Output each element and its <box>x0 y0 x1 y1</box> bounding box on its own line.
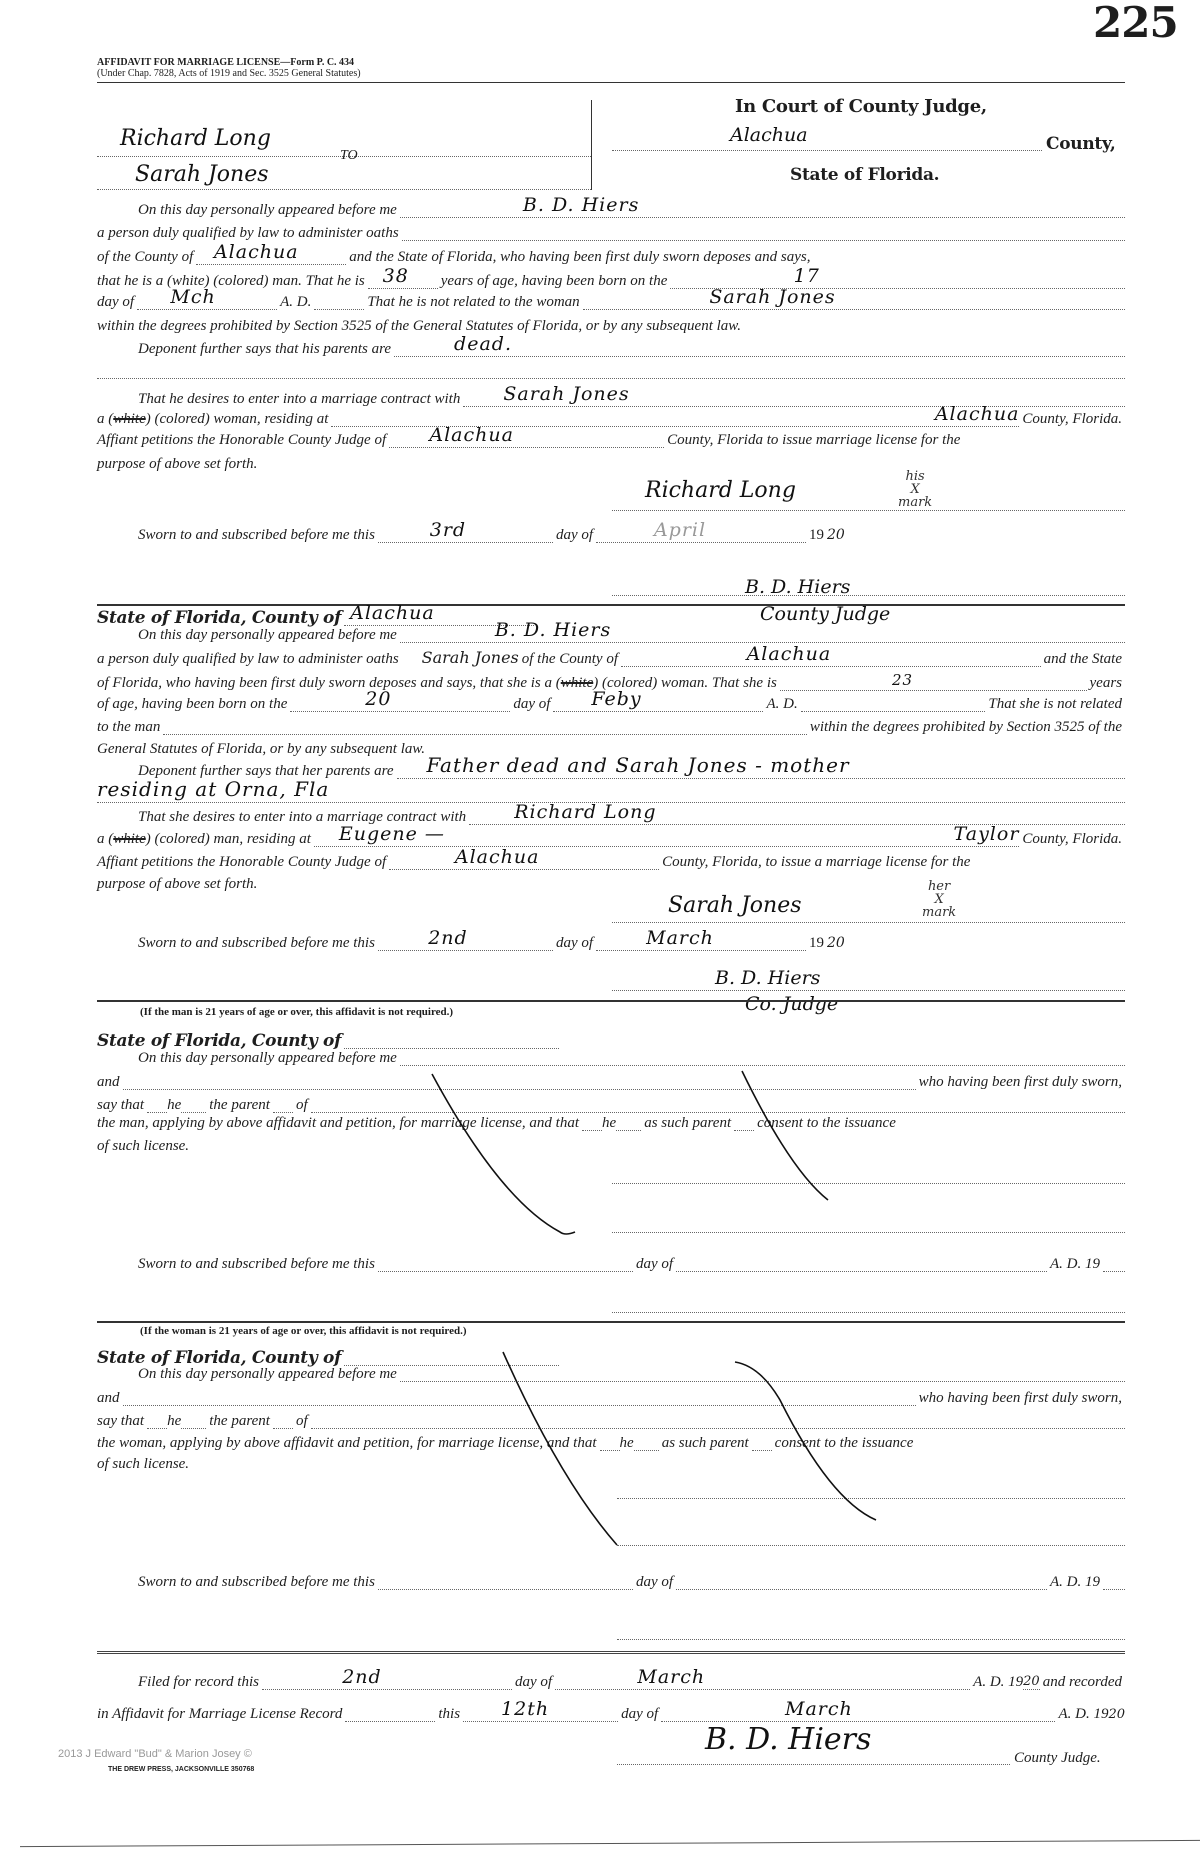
officer-value: B. D. Hiers <box>494 619 612 641</box>
judge-county-value: Alachua <box>454 846 540 868</box>
section-heading: State of Florida, County of <box>97 1031 342 1051</box>
label: consent to the issuance <box>757 1115 896 1131</box>
crossout-stroke <box>742 1071 828 1200</box>
label: A. D. 19 <box>1050 1574 1100 1590</box>
label: That he desires to enter into a marriage contract with <box>138 391 461 407</box>
label: Sworn to and subscribed before me this <box>138 527 375 543</box>
sworn-year-value: 20 <box>827 935 845 951</box>
label: to the man <box>97 719 161 735</box>
woman-judge-title: Co. Judge <box>745 993 839 1015</box>
label: A. D. <box>766 696 798 712</box>
label: Sworn to and subscribed before me this <box>138 1256 375 1272</box>
court-county-value: Alachua <box>730 124 808 146</box>
woman-value: Sarah Jones <box>709 286 836 308</box>
label: A. D. 19 <box>1050 1256 1100 1272</box>
age-value: 38 <box>382 265 409 287</box>
residing-value: Eugene — <box>338 823 445 845</box>
birth-month-value: Mch <box>170 286 216 308</box>
label: 19 <box>809 935 825 951</box>
form-subtitle: (Under Chap. 7828, Acts of 1919 and Sec. 3525 General Statutes) <box>97 68 361 79</box>
label: County, Florida to issue marriage license for the <box>667 432 961 448</box>
label: as such parent <box>644 1115 732 1131</box>
filed-month-value: March <box>637 1666 706 1688</box>
label: a ( <box>97 831 114 847</box>
label: the woman, applying by above affidavit and petition, for marriage license, and that <box>97 1435 597 1451</box>
label: this <box>438 1706 461 1722</box>
birth-day-value: 20 <box>365 688 392 710</box>
label: of <box>295 1413 308 1429</box>
parents-value-2: residing at Orna, Fla <box>97 777 330 801</box>
label: Affiant petitions the Honorable County Judge of <box>97 854 387 870</box>
sworn-year-value: 20 <box>827 527 845 543</box>
officer-value: B. D. Hiers <box>522 194 640 216</box>
birth-month-value: Feby <box>591 688 642 710</box>
man-mark: his X mark <box>898 469 933 510</box>
groom-name: Richard Long <box>120 126 271 151</box>
label: purpose of above set forth. <box>97 876 258 892</box>
label: Deponent further says that her parents are <box>138 763 394 779</box>
label: General Statutes of Florida, or by any subsequent law. <box>97 741 426 757</box>
label: A. D. <box>280 294 312 310</box>
form-title: AFFIDAVIT FOR MARRIAGE LICENSE—Form P. C. 434 <box>97 57 355 68</box>
label: and <box>97 1390 120 1406</box>
label: and recorded <box>1042 1674 1122 1690</box>
label: of the County of <box>521 651 619 667</box>
label: day of <box>635 1574 674 1590</box>
label: the parent <box>209 1413 270 1429</box>
label: On this day personally appeared before me <box>138 202 397 218</box>
label: who having been first duly sworn, <box>918 1074 1122 1090</box>
label: the parent <box>209 1097 270 1113</box>
man-judge-title: County Judge <box>760 603 891 625</box>
struck-white: white <box>113 411 146 427</box>
recorded-month-value: March <box>785 1698 853 1720</box>
label: That she desires to enter into a marriage contract with <box>138 809 467 825</box>
filing-judge-signature: B. D. Hiers <box>705 1722 872 1757</box>
label: On this day personally appeared before me <box>138 627 397 643</box>
parents-value: dead. <box>454 333 512 355</box>
sworn-month-value: April <box>653 519 707 541</box>
birth-day-value: 17 <box>793 265 820 287</box>
label: a person duly qualified by law to administer oaths <box>97 651 399 667</box>
recorded-year-value: 20 <box>1108 1707 1125 1722</box>
label: a person duly qualified by law to administer oaths <box>97 225 399 241</box>
consent-woman-note: (If the woman is 21 years of age or over, this affidavit is not required.) <box>140 1325 467 1337</box>
bride-name: Sarah Jones <box>135 162 269 187</box>
label: consent to the issuance <box>774 1435 914 1451</box>
label: ) (colored) woman. That she is <box>593 675 777 691</box>
label: On this day personally appeared before me <box>138 1050 397 1066</box>
copyright: 2013 J Edward "Bud" & Marion Josey © <box>58 1748 252 1760</box>
label: of Florida, who having been first duly sworn deposes and says, that she is a ( <box>97 675 561 691</box>
woman-signature: Sarah Jones <box>668 893 802 918</box>
label: Sworn to and subscribed before me this <box>138 935 375 951</box>
name-value: Sarah Jones <box>421 648 519 667</box>
label: day of <box>555 527 594 543</box>
sworn-day-value: 2nd <box>428 927 468 949</box>
residing-value: Alachua <box>934 403 1020 425</box>
label: say that <box>97 1097 145 1113</box>
label: of the County of <box>97 249 194 265</box>
label: within the degrees prohibited by Section 3525 of the General Statutes of Florida, or by any subsequent law. <box>97 318 741 334</box>
age-value: 23 <box>891 671 914 689</box>
label: the man, applying by above affidavit and petition, for marriage license, and that <box>97 1115 580 1131</box>
label: day of <box>513 696 551 712</box>
crossout-stroke <box>735 1362 876 1520</box>
label: he <box>619 1435 634 1451</box>
section-heading: State of Florida, County of <box>97 1348 342 1368</box>
man-judge-signature: B. D. Hiers <box>745 576 851 598</box>
struck-white: white <box>560 675 594 691</box>
consent-man-note: (If the man is 21 years of age or over, this affidavit is not required.) <box>140 1006 454 1018</box>
label: That he is not related to the woman <box>367 294 580 310</box>
label: Sworn to and subscribed before me this <box>138 1574 375 1590</box>
label: day of <box>555 935 594 951</box>
sworn-month-value: March <box>646 927 714 949</box>
label: he <box>167 1097 182 1113</box>
label: of such license. <box>97 1456 190 1472</box>
label: ) (colored) woman, residing at <box>145 411 329 427</box>
label: a ( <box>97 411 114 427</box>
woman-mark: her X mark <box>922 879 957 920</box>
label: and the State of Florida, who having been first duly sworn deposes and says, <box>349 249 811 265</box>
recorded-day-value: 12th <box>501 1698 550 1720</box>
label: County, Florida. <box>1022 411 1122 427</box>
label: day of <box>621 1706 659 1722</box>
contract-with-value: Sarah Jones <box>503 383 630 405</box>
label: day of <box>635 1256 674 1272</box>
label: County, Florida, to issue a marriage license for the <box>662 854 971 870</box>
label: On this day personally appeared before me <box>138 1366 397 1382</box>
man-signature: Richard Long <box>645 478 796 503</box>
label: 19 <box>809 527 825 543</box>
label: in Affidavit for Marriage License Record <box>97 1706 343 1722</box>
label: That she is not related <box>988 696 1122 712</box>
label: he <box>602 1115 617 1131</box>
sworn-day-value: 3rd <box>429 519 467 541</box>
label: that he is a (white) (colored) man. That he is <box>97 273 365 289</box>
label: Deponent further says that his parents are <box>138 341 392 357</box>
to-label: TO <box>340 148 358 163</box>
label: and <box>97 1074 120 1090</box>
state-heading: State of Florida. <box>790 165 940 185</box>
label: day of <box>97 294 135 310</box>
label: A. D. 19 <box>1058 1706 1109 1722</box>
woman-judge-signature: B. D. Hiers <box>715 967 821 989</box>
crossout-stroke <box>432 1074 575 1234</box>
label: of age, having been born on the <box>97 696 288 712</box>
label: purpose of above set forth. <box>97 456 258 472</box>
label: ) (colored) man, residing at <box>145 831 311 847</box>
label: say that <box>97 1413 145 1429</box>
section-heading: State of Florida, County of <box>97 608 342 628</box>
county-value: Alachua <box>746 643 832 665</box>
filed-year-value: 20 <box>1023 1674 1040 1689</box>
label: County, Florida. <box>1022 831 1122 847</box>
crossout-stroke <box>503 1352 617 1545</box>
label: Affiant petitions the Honorable County Judge of <box>97 432 387 448</box>
judge-county-value: Alachua <box>429 424 514 446</box>
court-heading: In Court of County Judge, <box>735 96 987 117</box>
label: within the degrees prohibited by Section 3525 of the <box>809 719 1122 735</box>
county-value: Alachua <box>213 241 299 263</box>
label: who having been first duly sworn, <box>918 1390 1122 1406</box>
page-number: 225 <box>1093 0 1178 47</box>
label: he <box>167 1413 182 1429</box>
county-heading-value: Alachua <box>350 602 435 624</box>
residing-county-value: Taylor <box>953 823 1020 845</box>
label: day of <box>514 1674 553 1690</box>
label: of <box>295 1097 308 1113</box>
label: as such parent <box>661 1435 749 1451</box>
parents-value: Father dead and Sarah Jones - mother <box>426 753 850 777</box>
struck-white: white <box>113 831 146 847</box>
printer-imprint: THE DREW PRESS, JACKSONVILLE 350768 <box>108 1766 255 1773</box>
filed-day-value: 2nd <box>342 1666 382 1688</box>
contract-with-value: Richard Long <box>514 801 657 823</box>
label: years <box>1089 675 1122 691</box>
label: Filed for record this <box>138 1674 259 1690</box>
label: years of age, having been born on the <box>440 273 668 289</box>
label: A. D. 19 <box>973 1674 1024 1690</box>
label: of such license. <box>97 1138 190 1154</box>
court-county-label: County, <box>1046 134 1116 154</box>
filing-judge-title: County Judge. <box>1014 1750 1101 1766</box>
label: and the State <box>1043 651 1122 667</box>
